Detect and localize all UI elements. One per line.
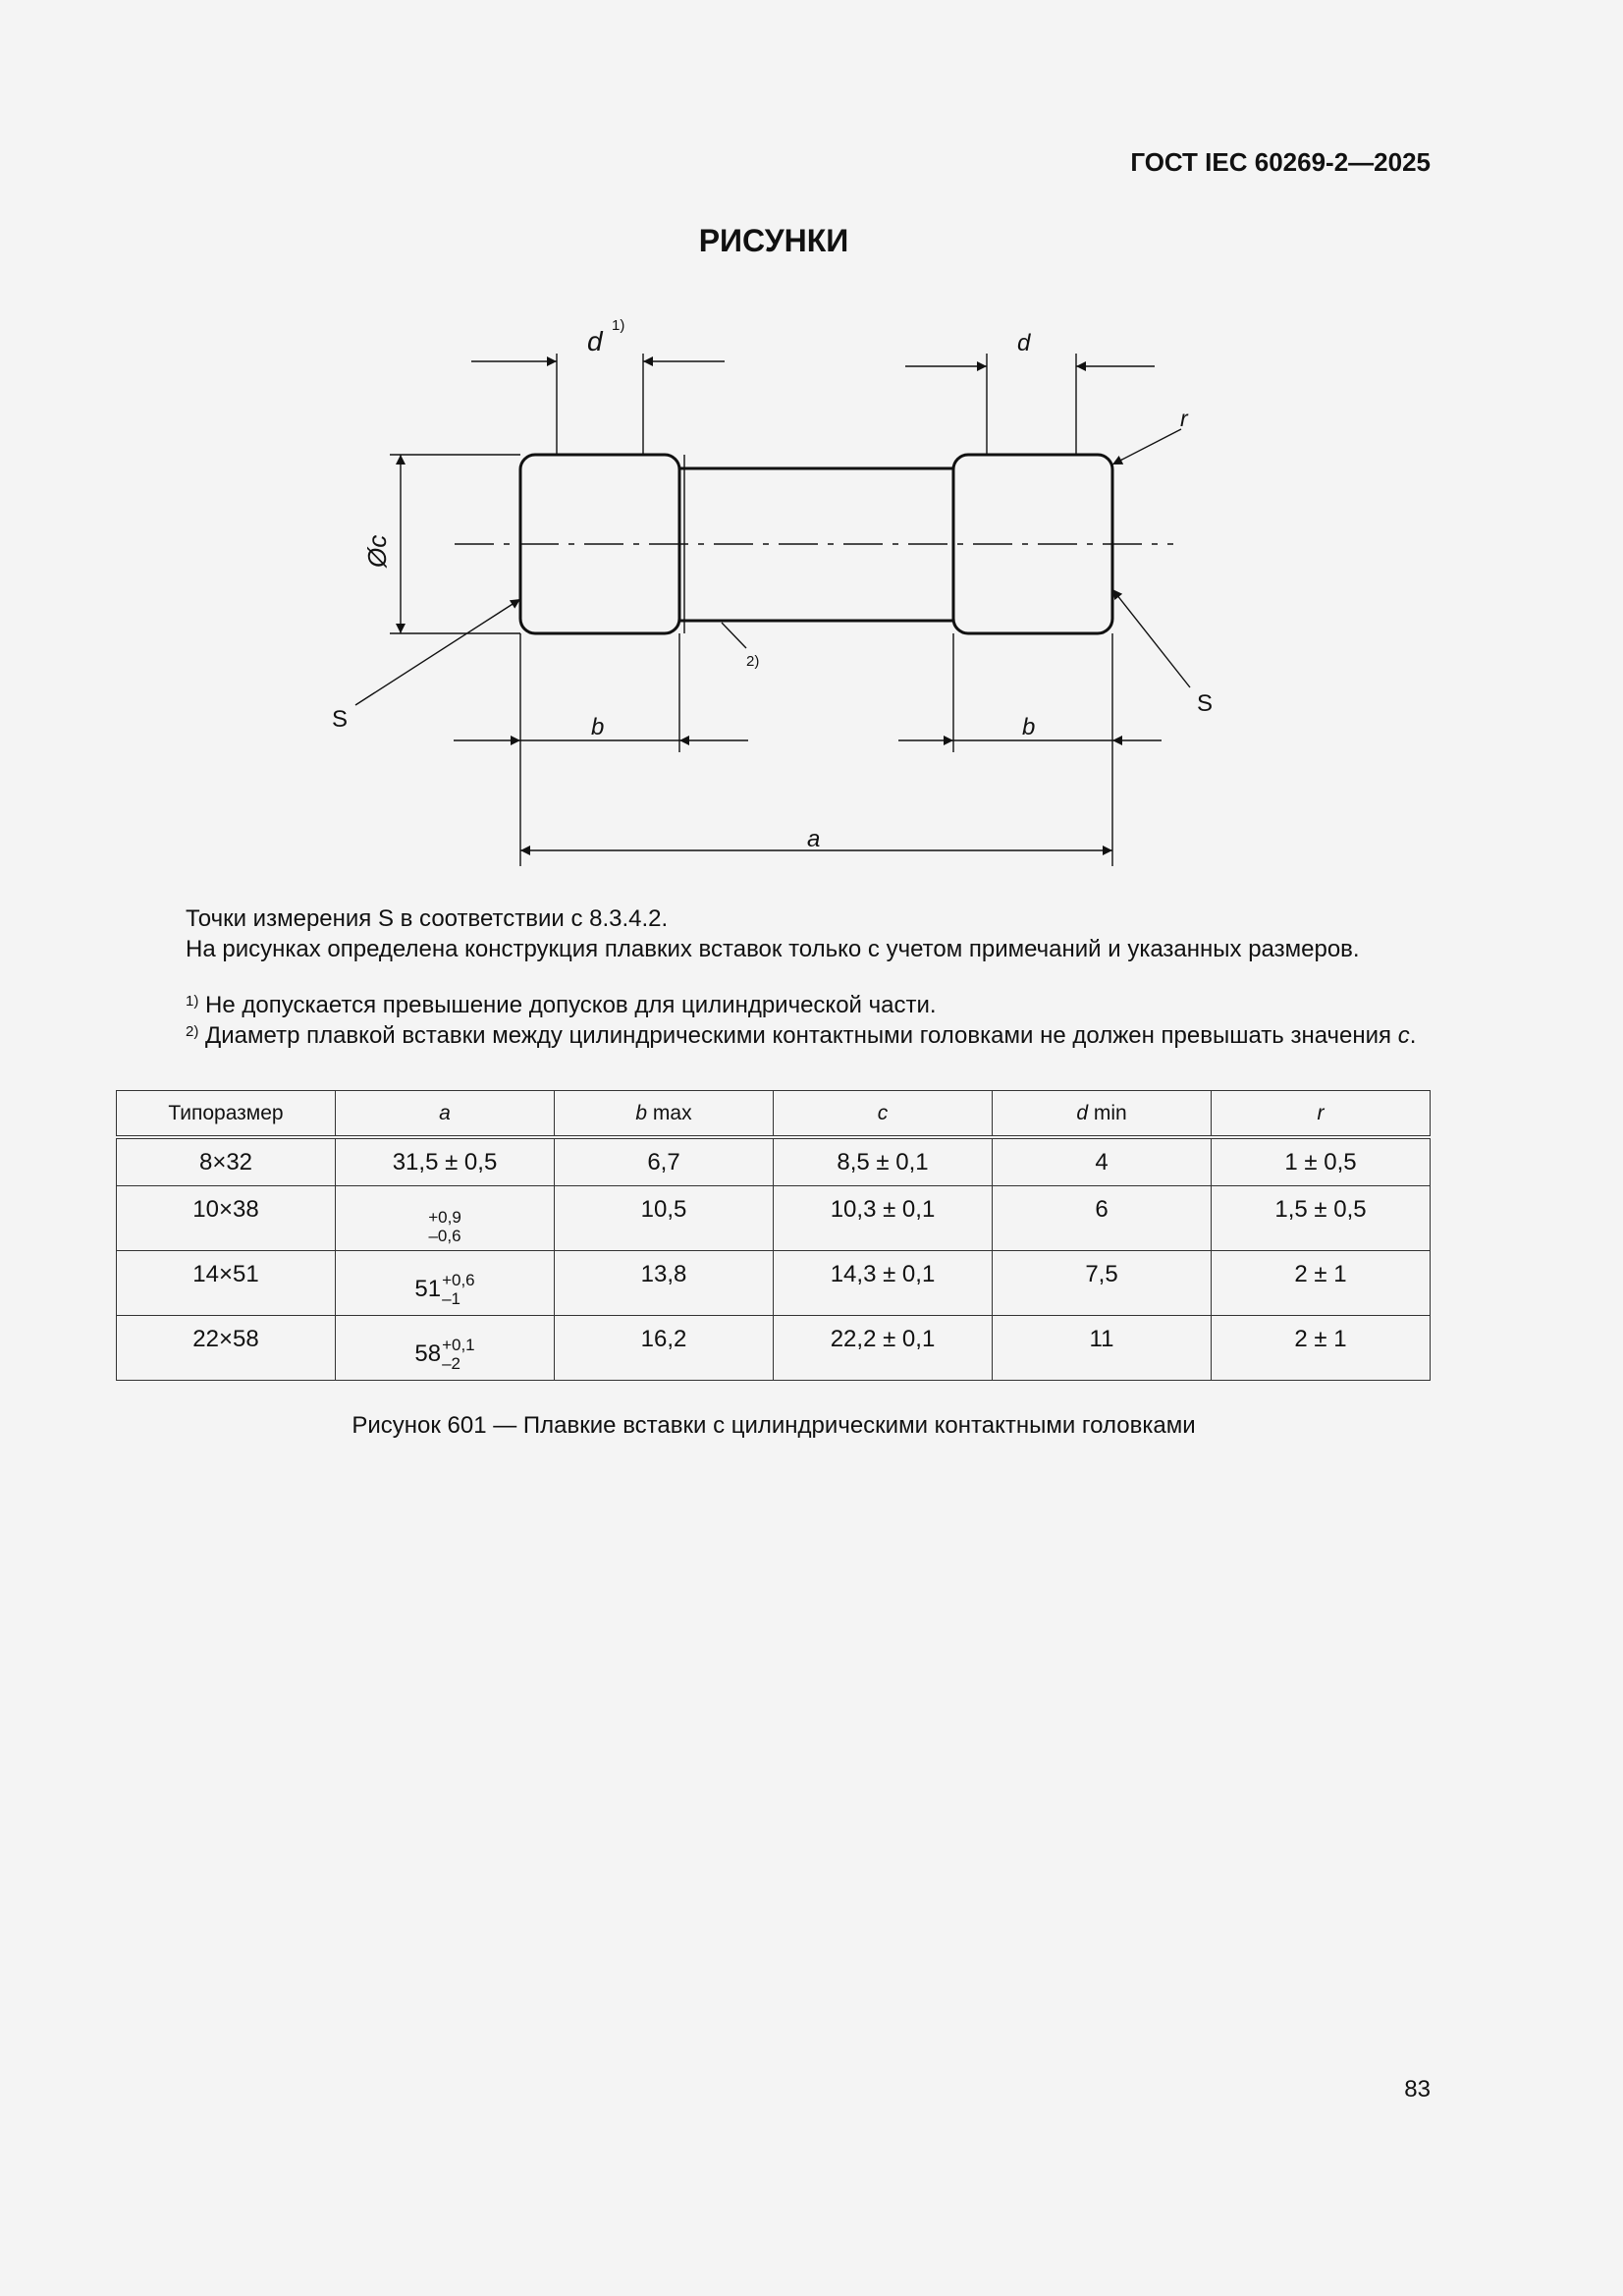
cell-d: 7,5 xyxy=(993,1251,1212,1316)
footnotes xyxy=(186,990,1442,1051)
cell-a: +0,9 –0,6 xyxy=(336,1186,555,1251)
label-b-right: b xyxy=(1022,714,1036,740)
footnote-mark: 2) xyxy=(186,1023,199,1040)
figure-notes xyxy=(186,903,1442,964)
section-title: РИСУНКИ xyxy=(698,223,849,258)
label-note-2: 2) xyxy=(746,653,760,670)
label-s-right: S xyxy=(1197,690,1214,717)
cell-size: 22×58 xyxy=(117,1316,336,1381)
label-a: a xyxy=(807,826,821,852)
footnote: $^{2)}$ Диаметр плавкой вставки между цилиндрическими контактными головками не должен превышать значения c. xyxy=(186,1022,1417,1049)
cell-d: 11 xyxy=(993,1316,1212,1381)
cell-size: 10×38 xyxy=(117,1186,336,1251)
header-r: r xyxy=(1212,1091,1431,1138)
cell-b: 6,7 xyxy=(555,1137,774,1186)
dimensions-table xyxy=(116,1090,1431,1381)
cell-size: 8×32 xyxy=(117,1137,336,1186)
header-c: c xyxy=(774,1091,993,1138)
header-d: d min xyxy=(993,1091,1212,1138)
cell-c: 10,3 ± 0,1 xyxy=(774,1186,993,1251)
note-line: Точки измерения S в соответствии с 8.3.4.2. xyxy=(186,905,669,932)
note-line: На рисунках определена конструкция плавких вставок только с учетом примечаний и указанных размеров. xyxy=(186,936,1360,962)
label-d-right: d xyxy=(1017,330,1031,356)
footnote: $^{1)}$ Не допускается превышение допусков для цилиндрической части. xyxy=(186,992,937,1018)
cell-d: 4 xyxy=(993,1137,1212,1186)
standard-code: ГОСТ IEC 60269-2—2025 xyxy=(1130,147,1431,177)
label-r: r xyxy=(1180,406,1188,431)
header-b: b max xyxy=(555,1091,774,1138)
cell-d: 6 xyxy=(993,1186,1212,1251)
label-s-left: S xyxy=(332,706,349,733)
label-b-left: b xyxy=(591,714,605,740)
cell-r: 2 ± 1 xyxy=(1212,1251,1431,1316)
cell-size: 14×51 xyxy=(117,1251,336,1316)
cell-c: 22,2 ± 0,1 xyxy=(774,1316,993,1381)
fuse-link-drawing xyxy=(295,295,1237,884)
cell-c: 14,3 ± 0,1 xyxy=(774,1251,993,1316)
header-size: Типоразмер xyxy=(117,1091,336,1138)
table-header-row xyxy=(117,1091,1431,1138)
table-row xyxy=(117,1251,1431,1316)
cell-a: 31,5 ± 0,5 xyxy=(336,1137,555,1186)
cell-b: 16,2 xyxy=(555,1316,774,1381)
table-row xyxy=(117,1137,1431,1186)
label-diameter-c: Øc xyxy=(362,534,392,568)
label-d-left: d xyxy=(587,326,603,356)
cell-b: 13,8 xyxy=(555,1251,774,1316)
cell-a: 51+0,6 –1 xyxy=(336,1251,555,1316)
footnote-mark: 1) xyxy=(186,993,199,1010)
table-row xyxy=(117,1316,1431,1381)
label-d-left-note: 1) xyxy=(612,317,625,334)
cell-a: 58+0,1 –2 xyxy=(336,1316,555,1381)
figure-caption: Рисунок 601 — Плавкие вставки с цилиндрическими контактными головками xyxy=(352,1412,1196,1439)
page-number: 83 xyxy=(1404,2076,1431,2103)
cell-r: 1 ± 0,5 xyxy=(1212,1137,1431,1186)
header-a: a xyxy=(336,1091,555,1138)
cell-r: 1,5 ± 0,5 xyxy=(1212,1186,1431,1251)
cell-c: 8,5 ± 0,1 xyxy=(774,1137,993,1186)
cell-b: 10,5 xyxy=(555,1186,774,1251)
table-row xyxy=(117,1186,1431,1251)
cell-r: 2 ± 1 xyxy=(1212,1316,1431,1381)
